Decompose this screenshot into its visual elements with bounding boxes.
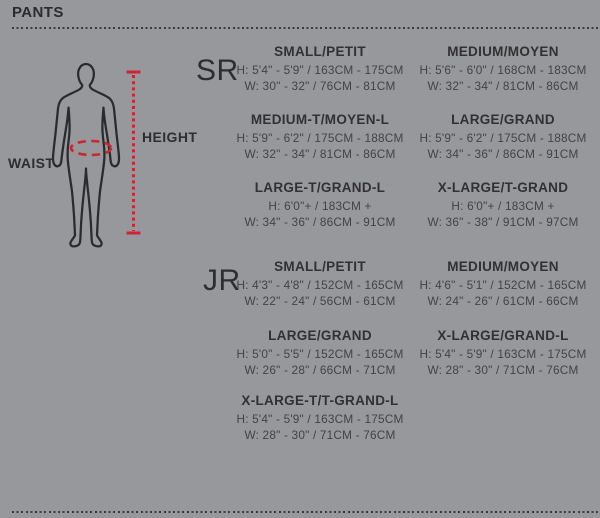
size-height-range: H: 5'4" - 5'9" / 163CM - 175CM <box>236 63 404 77</box>
size-name: LARGE-T/GRAND-L <box>254 180 386 195</box>
size-name: MEDIUM/MOYEN <box>447 44 559 59</box>
size-name: X-LARGE/T-GRAND <box>437 180 569 195</box>
size-name: LARGE/GRAND <box>451 112 555 127</box>
divider-top <box>12 27 600 29</box>
size-waist-range: W: 30" - 32" / 76CM - 81CM <box>244 79 396 93</box>
size-height-range: H: 5'0" - 5'5" / 152CM - 165CM <box>236 347 404 361</box>
size-height-range: H: 5'9" - 6'2" / 175CM - 188CM <box>236 131 404 145</box>
size-waist-range: W: 34" - 36" / 86CM - 91CM <box>244 215 396 229</box>
size-height-range: H: 6'0"+ / 183CM + <box>451 199 555 213</box>
size-height-range: H: 4'6" - 5'1" / 152CM - 165CM <box>419 278 587 292</box>
size-name: X-LARGE-T/T-GRAND-L <box>241 393 399 408</box>
size-block-jr-xlarge <box>398 328 600 378</box>
size-block-sr-medium-tall <box>212 112 428 162</box>
size-name: SMALL/PETIT <box>274 44 366 59</box>
size-name: MEDIUM-T/MOYEN-L <box>250 112 390 127</box>
size-block-jr-medium <box>398 259 600 309</box>
size-waist-range: W: 36" - 38" / 91CM - 97CM <box>427 215 579 229</box>
size-block-sr-large <box>398 112 600 162</box>
size-height-range: H: 4'3" - 4'8" / 152CM - 165CM <box>236 278 404 292</box>
size-height-range: H: 5'4" - 5'9" / 163CM - 175CM <box>419 347 587 361</box>
waist-label: WAIST <box>8 155 55 171</box>
size-waist-range: W: 26" - 28" / 66CM - 71CM <box>244 363 396 377</box>
size-block-sr-large-tall <box>212 180 428 230</box>
size-waist-range: W: 22" - 24" / 56CM - 61CM <box>244 294 396 308</box>
size-waist-range: W: 24" - 26" / 61CM - 66CM <box>427 294 579 308</box>
size-block-sr-small <box>212 44 428 94</box>
height-label: HEIGHT <box>142 129 198 145</box>
size-waist-range: W: 28" - 30" / 71CM - 76CM <box>427 363 579 377</box>
size-name: X-LARGE/GRAND-L <box>437 328 569 343</box>
divider-bottom <box>12 511 600 513</box>
section-label-junior: JR <box>203 264 241 297</box>
size-waist-range: W: 32" - 34" / 81CM - 86CM <box>244 147 396 161</box>
size-block-sr-xlarge <box>398 180 600 230</box>
body-measurement-diagram <box>0 55 200 260</box>
size-block-jr-small <box>212 259 428 309</box>
size-height-range: H: 5'4" - 5'9" / 163CM - 175CM <box>236 412 404 426</box>
size-waist-range: W: 32" - 34" / 81CM - 86CM <box>427 79 579 93</box>
size-name: SMALL/PETIT <box>274 259 366 274</box>
size-block-jr-xlarge-tall <box>212 393 428 443</box>
waist-indicator-icon <box>71 141 111 155</box>
size-height-range: H: 5'9" - 6'2" / 175CM - 188CM <box>419 131 587 145</box>
size-height-range: H: 6'0"+ / 183CM + <box>268 199 372 213</box>
size-block-sr-medium <box>398 44 600 94</box>
section-label-senior: SR <box>196 54 239 87</box>
size-name: MEDIUM/MOYEN <box>447 259 559 274</box>
size-block-jr-large <box>212 328 428 378</box>
size-waist-range: W: 34" - 36" / 86CM - 91CM <box>427 147 579 161</box>
page-title: PANTS <box>12 4 64 21</box>
size-waist-range: W: 28" - 30" / 71CM - 76CM <box>244 428 396 442</box>
size-name: LARGE/GRAND <box>268 328 372 343</box>
size-height-range: H: 5'6" - 6'0" / 168CM - 183CM <box>419 63 587 77</box>
